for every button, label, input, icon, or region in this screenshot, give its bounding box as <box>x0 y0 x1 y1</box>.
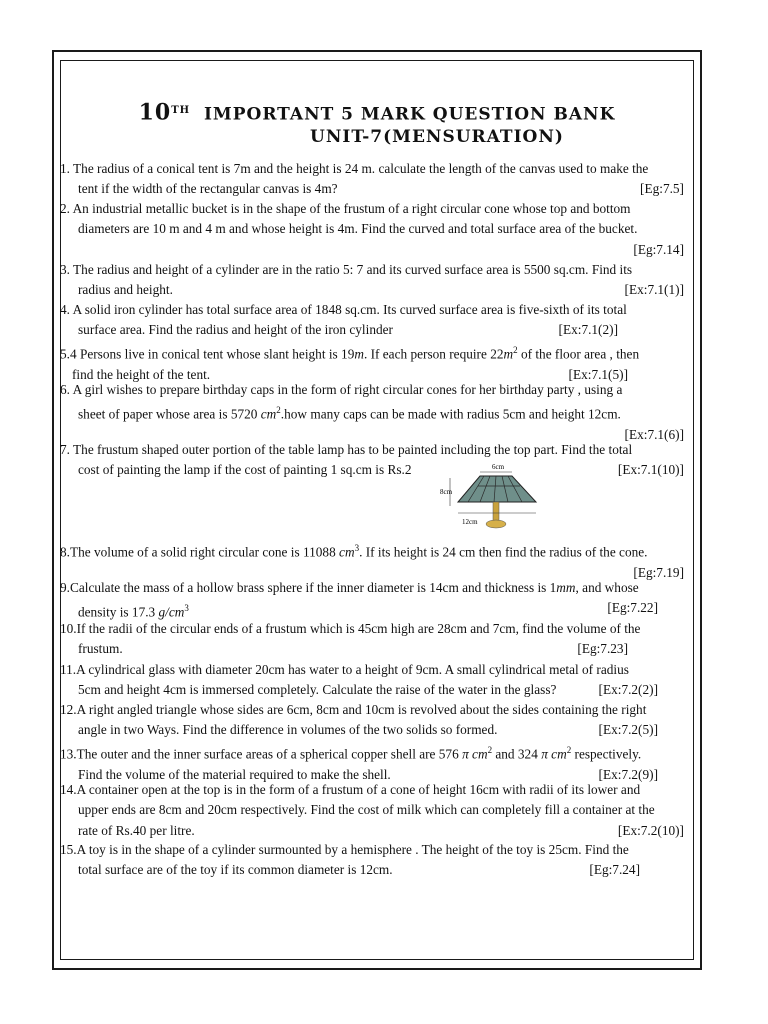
lamp-base <box>486 520 506 528</box>
question-ref: [Eg:7.22] <box>607 600 658 616</box>
math-unit: π cm <box>462 746 488 762</box>
question-ref: [Ex:7.1(5)] <box>568 366 628 382</box>
question-text: 1. The radius of a conical tent is 7m and the height is 24 m. calculate the length of the canvas used to make the <box>60 161 649 176</box>
question-text: radius and height. <box>78 282 173 298</box>
question-text: .how many caps can be made with radius 5cm and height 12cm. <box>280 406 621 422</box>
question-ref: [Eg:7.5] <box>640 181 684 197</box>
question-ref: [Ex:7.2(5)] <box>598 722 658 738</box>
math-unit: mm <box>556 580 576 595</box>
title-sup: TH <box>171 105 191 116</box>
question-text: find the height of the tent. <box>72 366 211 382</box>
question-ref: [Ex:7.1(2)] <box>558 322 618 338</box>
question-10 <box>60 619 688 660</box>
question-text: upper ends are 8cm and 20cm respectively. Find the cost of milk which can completely fill a container at the <box>78 802 655 818</box>
question-text: 2. An industrial metallic bucket is in the shape of the frustum of a right circular cone whose top and bottom <box>60 201 631 216</box>
question-ref: [Eg:7.23] <box>577 641 628 657</box>
question-5 <box>60 340 688 385</box>
math-unit: cm <box>260 406 277 422</box>
question-15 <box>60 840 688 881</box>
question-text: frustum. <box>78 641 123 657</box>
question-text: total surface are of the toy if its common diameter is 12cm. <box>78 862 393 878</box>
question-6 <box>60 380 688 445</box>
question-text: surface area. Find the radius and height of the iron cylinder <box>78 322 393 338</box>
question-text: 9.Calculate the mass of a hollow brass sphere if the inner diameter is 14cm and thickness is 1 <box>60 580 557 595</box>
question-text: cost of painting the lamp if the cost of painting 1 sq.cm is Rs.2 <box>78 462 412 478</box>
question-2 <box>60 199 688 260</box>
question-ref: [Ex:7.2(2)] <box>598 682 658 698</box>
math-exponent: 2 <box>566 745 572 755</box>
question-text: 5.4 Persons live in conical tent whose slant height is 19 <box>60 346 355 362</box>
lamp-stem <box>493 502 499 522</box>
question-ref: [Ex:7.1(6)] <box>624 427 684 443</box>
math-unit: m <box>354 346 364 362</box>
question-9 <box>60 578 688 623</box>
question-ref: [Ex:7.1(10)] <box>617 462 684 478</box>
question-text: rate of Rs.40 per litre. <box>78 822 195 838</box>
math-exponent: 3 <box>354 543 360 553</box>
question-text: tent if the width of the rectangular canvas is 4m? <box>78 181 338 197</box>
question-text: 3. The radius and height of a cylinder are in the ratio 5: 7 and its curved surface area is 5500 sq.cm. Find its <box>60 262 633 277</box>
math-unit: g/cm <box>158 604 185 620</box>
question-12 <box>60 700 688 741</box>
question-text: 5cm and height 4cm is immersed completely. Calculate the raise of the water in the glass? <box>78 682 557 698</box>
question-text: respectively. <box>571 746 642 762</box>
question-ref: [Eg:7.24] <box>589 862 640 878</box>
title-text: IMPORTANT 5 MARK QUESTION BANK <box>203 104 616 125</box>
question-ref: [Eg:7.19] <box>633 564 684 580</box>
math-exponent: 2 <box>276 405 281 416</box>
question-1 <box>60 159 688 200</box>
question-7 <box>60 440 688 481</box>
math-exponent: 3 <box>184 603 189 614</box>
question-text: angle in two Ways. Find the difference in volumes of the two solids so formed. <box>78 722 498 738</box>
math-unit: cm <box>339 544 355 560</box>
subtitle: UNIT-7(MENSURATION) <box>310 126 564 147</box>
question-text: diameters are 10 m and 4 m and whose height is 4m. Find the curved and total surface area of the bucket. <box>78 221 638 237</box>
question-text: . If each person require 22 <box>363 346 504 362</box>
question-13 <box>60 740 688 785</box>
question-text: . If its height is 24 cm then find the radius of the cone. <box>359 544 648 560</box>
question-8 <box>60 538 688 583</box>
math-unit: m <box>503 346 514 362</box>
question-text: 15.A toy is in the shape of a cylinder surmounted by a hemisphere . The height of the toy is 25cm. Find the <box>60 842 629 857</box>
question-text: Find the volume of the material required to make the shell. <box>78 766 391 782</box>
page-title <box>60 100 694 148</box>
question-14 <box>60 780 688 841</box>
question-text: 6. A girl wishes to prepare birthday caps in the form of right circular cones for her birthday party , using a <box>60 382 623 397</box>
math-exponent: 2 <box>487 745 493 755</box>
lamp-bottom-label: 12cm <box>462 518 478 526</box>
question-4 <box>60 300 688 341</box>
question-text: and 324 <box>492 746 542 762</box>
question-ref: [Ex:7.2(10)] <box>617 822 684 838</box>
question-text: density is 17.3 <box>78 604 159 620</box>
question-text: 12.A right angled triangle whose sides are 6cm, 8cm and 10cm is revolved about the sides containing the right <box>60 702 647 717</box>
question-ref: [Ex:7.1(1)] <box>624 282 684 298</box>
question-text: 11.A cylindrical glass with diameter 20cm has water to a height of 9cm. A small cylindrical metal of radius <box>60 662 629 677</box>
title-number: 10 <box>138 99 172 126</box>
question-text: 7. The frustum shaped outer portion of the table lamp has to be painted including the top part. Find the total <box>60 442 633 457</box>
question-text: , and whose <box>575 580 639 595</box>
question-ref: [Ex:7.2(9)] <box>598 766 658 782</box>
question-ref: [Eg:7.14] <box>633 241 684 257</box>
math-unit: π cm <box>541 746 567 762</box>
question-text: 14.A container open at the top is in the form of a frustum of a cone of height 16cm with radii of its lower and <box>60 782 641 797</box>
question-text: 13.The outer and the inner surface areas of a spherical copper shell are 576 <box>60 746 463 762</box>
question-text: 10.If the radii of the circular ends of a frustum which is 45cm high are 28cm and 7cm, find the volume of the <box>60 621 641 636</box>
lamp-figure <box>440 458 550 538</box>
question-3 <box>60 260 688 301</box>
math-exponent: 2 <box>513 345 518 355</box>
question-text: 4. A solid iron cylinder has total surface area of 1848 sq.cm. Its curved surface area is five-sixth of its total <box>60 302 627 317</box>
lamp-shade <box>458 476 536 502</box>
question-text: of the floor area , then <box>517 346 640 362</box>
lamp-top-label: 6cm <box>492 463 505 471</box>
question-text: 8.The volume of a solid right circular cone is 11088 <box>60 544 340 560</box>
question-text: sheet of paper whose area is 5720 <box>78 406 261 422</box>
question-11 <box>60 660 688 701</box>
lamp-height-label: 8cm <box>440 488 453 496</box>
